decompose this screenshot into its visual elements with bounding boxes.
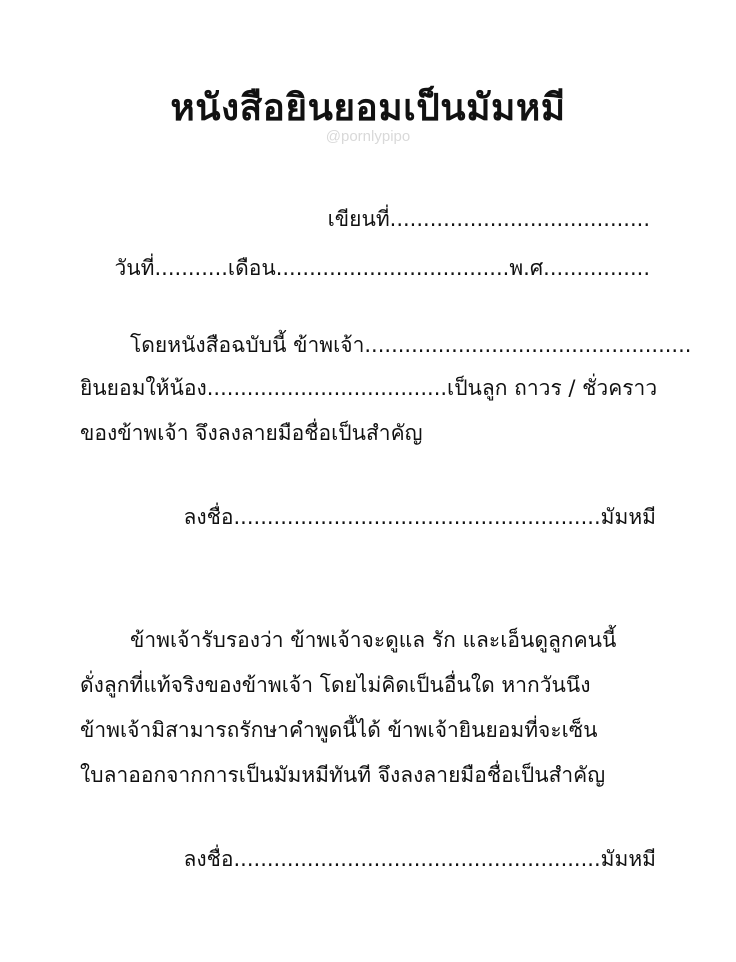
document-title: หนังสือยินยอมเป็นมัมหมี xyxy=(170,86,566,129)
signature-line-1: ลงชื่อ.......................................................มัมหมี xyxy=(183,505,656,529)
written-at-field: เขียนที่....................................... xyxy=(327,207,650,231)
paragraph2-line2: ดั่งลูกที่แท้จริงของข้าพเจ้า โดยไม่คิดเป็นอื่นใด หากวันนึง xyxy=(80,673,591,697)
paragraph1-line3: ของข้าพเจ้า จึงลงลายมือชื่อเป็นสำคัญ xyxy=(80,421,423,445)
paragraph2-line4: ใบลาออกจากการเป็นมัมหมีทันที จึงลงลายมือชื่อเป็นสำคัญ xyxy=(80,763,606,787)
date-field: วันที่...........เดือน...................................พ.ศ................ xyxy=(114,256,650,280)
paragraph1-line2: ยินยอมให้น้อง....................................เป็นลูก ถาวร / ชั่วคราว xyxy=(80,376,658,400)
paragraph2-line3: ข้าพเจ้ามิสามารถรักษาคำพูดนี้ได้ ข้าพเจ้ายินยอมที่จะเซ็น xyxy=(80,718,598,742)
signature-line-2: ลงชื่อ.......................................................มัมหมี xyxy=(183,847,656,871)
watermark-text: @pornlypipo xyxy=(325,128,411,145)
paragraph2-line1: ข้าพเจ้ารับรองว่า ข้าพเจ้าจะดูแล รัก และเอ็นดูลูกคนนี้ xyxy=(130,628,617,652)
paragraph1-line1: โดยหนังสือฉบับนี้ ข้าพเจ้า................................................. xyxy=(130,333,692,357)
